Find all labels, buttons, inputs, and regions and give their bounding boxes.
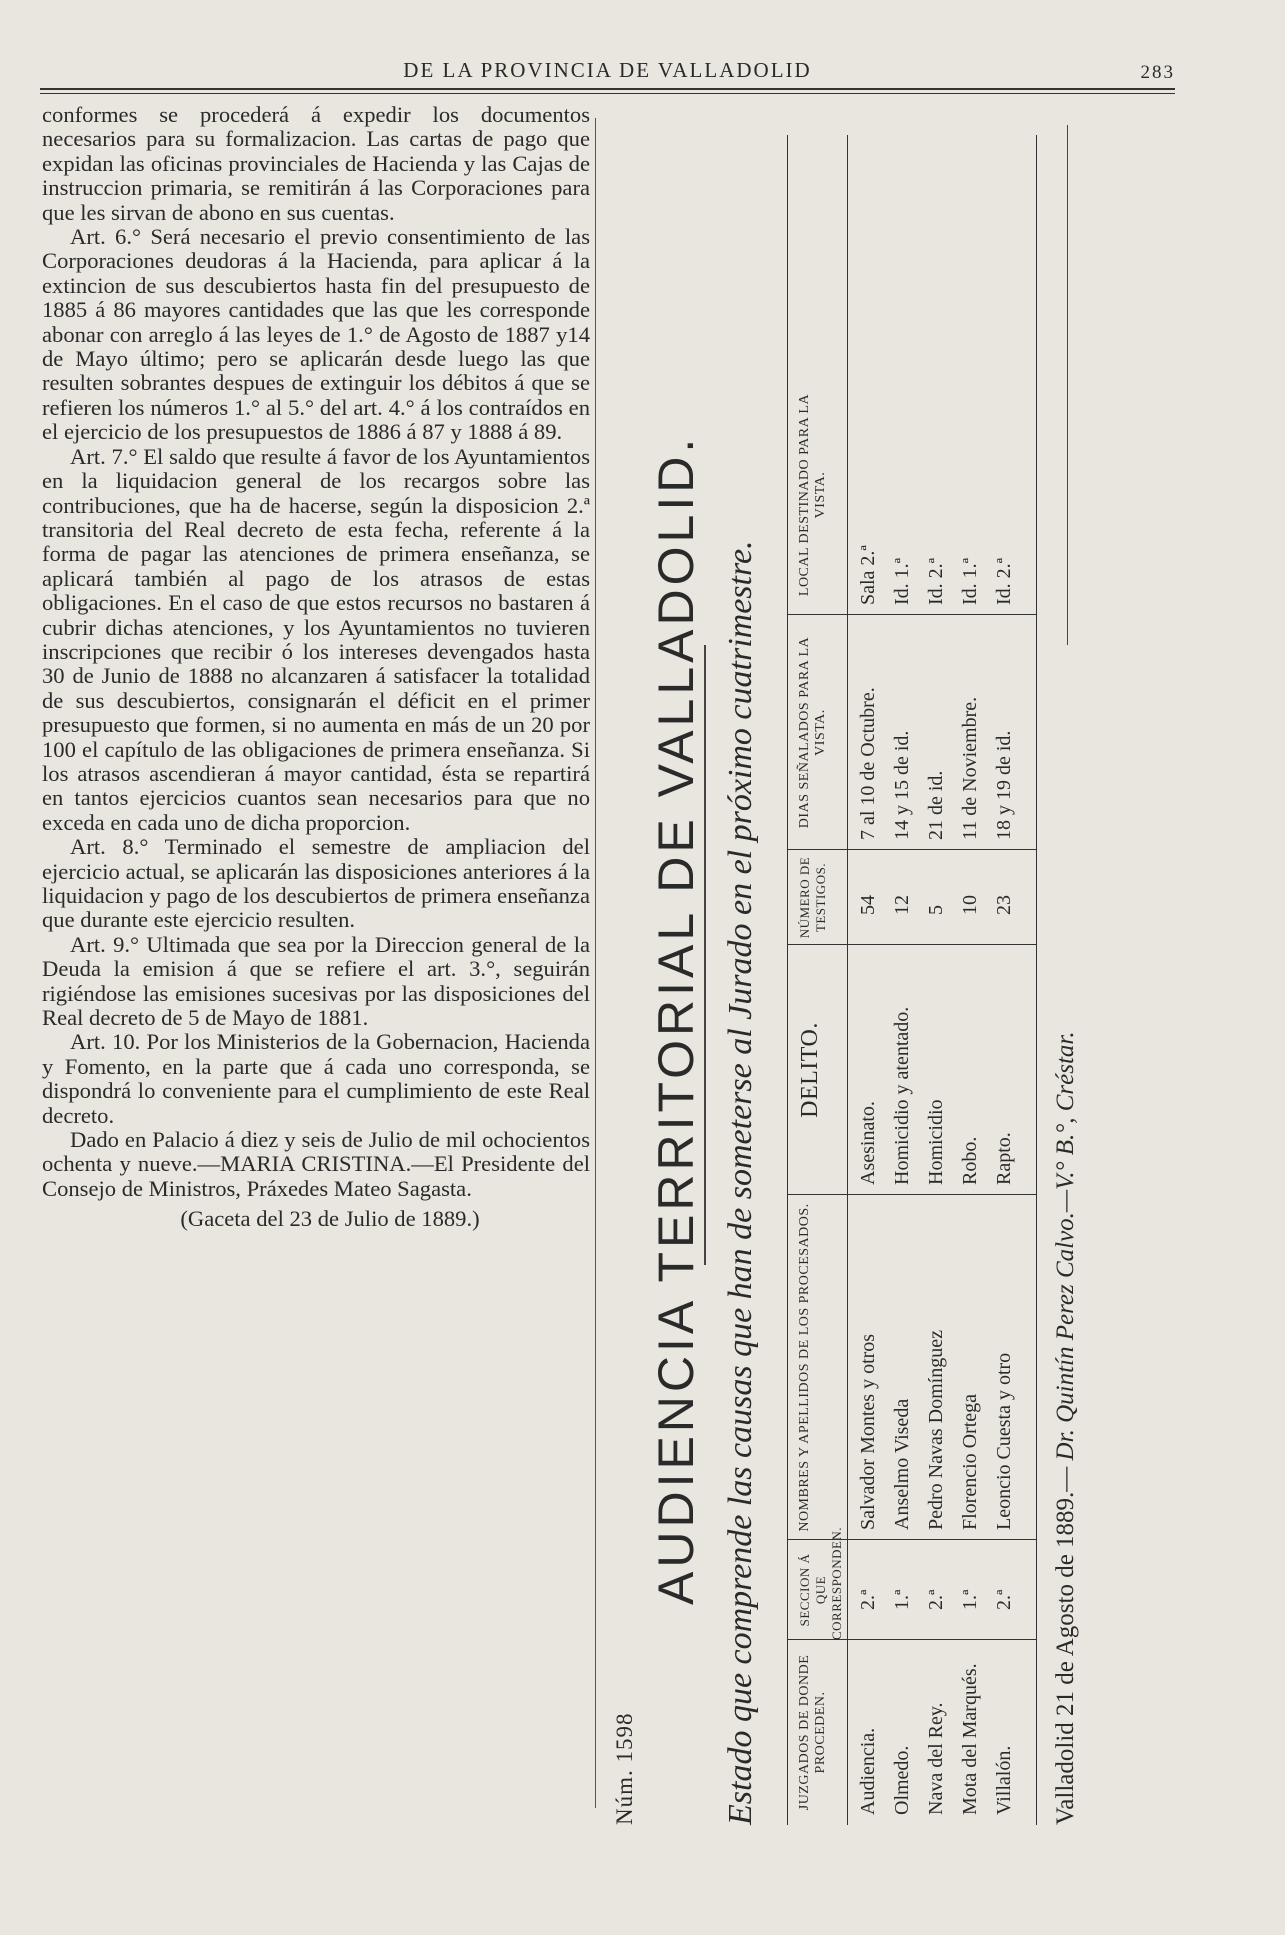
cell-local: Id. 1.ª (891, 557, 913, 605)
cell-nombre: Anselmo Viseda (891, 1398, 913, 1530)
footer-rule (1067, 125, 1068, 645)
cell-local: Id. 2.ª (925, 557, 947, 605)
header-dias: DIAS SEÑALADOS PARA LA VISTA. (797, 636, 828, 829)
cell-dias: 11 de Noviembre. (959, 696, 981, 840)
cell-seccion: 1.ª (891, 1589, 913, 1610)
cell-dias: 21 de id. (925, 770, 947, 840)
cell-local: Id. 2.ª (993, 557, 1015, 605)
header-delito: DELITO. (797, 1022, 823, 1118)
cell-testigos: 54 (857, 895, 879, 915)
article-8: Art. 8.° Terminado el semestre de ampliacion del ejercicio actual, se aplicarán las disposiciones anteriores á la liquidacion y pago de los descubiertos de primera enseñanza que durante este ejercicio resulten. (42, 834, 590, 933)
jury-notice-rotated (612, 125, 1092, 1825)
header-juzgados: JUZGADOS DE DONDE PROCEDEN. (797, 1654, 828, 1811)
cell-juzgado: Villalón. (993, 1745, 1015, 1815)
article-10: Art. 10. Por los Ministerios de la Gobernacion, Hacienda y Fomento, en la parte que á cada uno corresponda, se dispondrá lo conveniente para el cumplimiento de este Real decreto. (42, 1029, 590, 1128)
cell-dias: 7 al 10 de Octubre. (857, 687, 879, 840)
cell-delito: Asesinato. (857, 1101, 879, 1185)
cell-juzgado: Mota del Marqués. (959, 1663, 981, 1815)
cell-dias: 18 y 19 de id. (993, 730, 1015, 840)
notice-number: Núm. 1598 (612, 1712, 637, 1825)
footer-signature: Dr. Quintín Perez Calvo.—V.° B.°, Créstar. (1052, 1031, 1079, 1461)
cell-testigos: 12 (891, 895, 913, 915)
header-local: LOCAL DESTINADO PARA LA VISTA. (797, 393, 828, 597)
cell-nombre: Leoncio Cuesta y otro (993, 1352, 1015, 1530)
gaceta-reference: (Gaceta del 23 de Julio de 1889.) (180, 1206, 480, 1232)
cell-delito: Rapto. (993, 1132, 1015, 1185)
article-6: Art. 6.° Será necesario el previo consentimiento de las Corporaciones deudoras á la Hacienda, para aplicar á la extincion de sus descubiertos hasta fin del presupuesto de 1885 á 86 mayores cantidades que las que les corresponde abonar con arreglo á las leyes de 1.° de Agosto de 1887 y14 de Mayo último; pero se aplicarán desde luego las que resulten sobrantes despues de extinguir los débitos á que se refieren los números 1.° al 5.° del art. 4.° á los contraídos en el ejercicio de los presupuestos de 1886 á 87 y 1888 á 89. (42, 224, 590, 445)
dated-signature: Dado en Palacio á diez y seis de Julio de mil ochocientos ochenta y nueve.—MARIA CRISTINA.—El Presidente del Consejo de Ministros, Práxedes Mateo Sagasta. (42, 1127, 590, 1201)
cell-testigos: 5 (925, 905, 947, 915)
causes-table (787, 135, 1037, 1825)
cell-delito: Homicidio y atentado. (891, 1006, 913, 1185)
cell-juzgado: Nava del Rey. (925, 1702, 947, 1815)
footer-date: Valladolid 21 de Agosto de 1889.— (1052, 1466, 1079, 1825)
col-divider (787, 1194, 1037, 1195)
notice-subtitle: Estado que comprende las causas que han de someterse al Jurado en el próximo cuatrimestre. (722, 540, 759, 1825)
decree-text-column (42, 103, 590, 1232)
cell-seccion: 1.ª (959, 1589, 981, 1610)
header-testigos: NÚMERO DE TESTIGOS. (797, 856, 828, 939)
cell-seccion: 2.ª (857, 1589, 879, 1610)
cell-seccion: 2.ª (993, 1589, 1015, 1610)
header-rule-thin (40, 93, 1175, 94)
cell-local: Sala 2.ª (857, 545, 879, 605)
paragraph-continuation: conformes se procederá á expedir los documentos necesarios para su formalizacion. Las cartas de pago que expidan las oficinas provinciales de Hacienda y las Cajas de instruccion primaria, se remitirán á las Corporaciones para que les sirvan de abono en sus cuentas. (42, 102, 590, 225)
running-header (40, 58, 1175, 86)
header-nombres: NOMBRES Y APELLIDOS DE LOS PROCESADOS. (797, 1203, 812, 1532)
column-divider (595, 118, 596, 1808)
table-top-rule (787, 135, 788, 1825)
title-underline (704, 645, 706, 1265)
article-9: Art. 9.° Ultimada que sea por la Direccion general de la Deuda la emision á que se refiere el art. 3.°, seguirán rigiéndose las emisiones sucesivas por las disposiciones del Real decreto de 5 de Mayo de 1881. (42, 931, 590, 1031)
cell-delito: Robo. (959, 1136, 981, 1185)
page-number: 283 (1140, 62, 1175, 83)
cell-testigos: 10 (959, 895, 981, 915)
cell-delito: Homicidio (925, 1099, 947, 1185)
notice-footer (1052, 1031, 1080, 1825)
cell-testigos: 23 (993, 895, 1015, 915)
cell-nombre: Salvador Montes y otros (857, 1333, 879, 1530)
header-seccion: SECCION Á QUE CORRESPONDEN. (797, 1526, 844, 1640)
cell-juzgado: Audiencia. (857, 1727, 879, 1815)
cell-seccion: 2.ª (925, 1589, 947, 1610)
header-rule (40, 88, 1175, 90)
table-bottom-rule (1036, 135, 1037, 1825)
table-header-rule (847, 135, 848, 1825)
article-7: Art. 7.° El saldo que resulte á favor de los Ayuntamientos en la liquidacion general de los recargos sobre las contribuciones, que ha de hacerse, según la disposicion 2.ª transitoria del Real decreto de esta fecha, referente á la forma de pagar las atenciones de primera enseñanza, se aplicará también al pago de los atrasos de estas obligaciones. En el caso de que estos recursos no bastaren á cubrir dichas atenciones, y los Ayuntamientos no tuvieren inscripciones que recibir ó los intereses devengados hasta 30 de Junio de 1888 no alcanzaren á satisfacer la totalidad de sus descubiertos, consignarán el déficit en el primer presupuesto que formen, si no aumenta en más de un 20 por 100 el capítulo de las obligaciones de primera enseñanza. Si los atrasos ascendieran á mayor cantidad, ésta se repartirá en tantos ejercicios cuantos sean necesarios para que no exceda en cada uno de dicha proporcion. (42, 443, 590, 835)
notice-title: AUDIENCIA TERRITORIAL DE VALLADOLID. (648, 434, 704, 1605)
cell-nombre: Florencio Ortega (959, 1393, 981, 1530)
cell-dias: 14 y 15 de id. (891, 730, 913, 840)
cell-local: Id. 1.ª (959, 557, 981, 605)
cell-nombre: Pedro Navas Domínguez (925, 1330, 947, 1530)
publication-title: DE LA PROVINCIA DE VALLADOLID (403, 58, 812, 82)
cell-juzgado: Olmedo. (891, 1745, 913, 1815)
